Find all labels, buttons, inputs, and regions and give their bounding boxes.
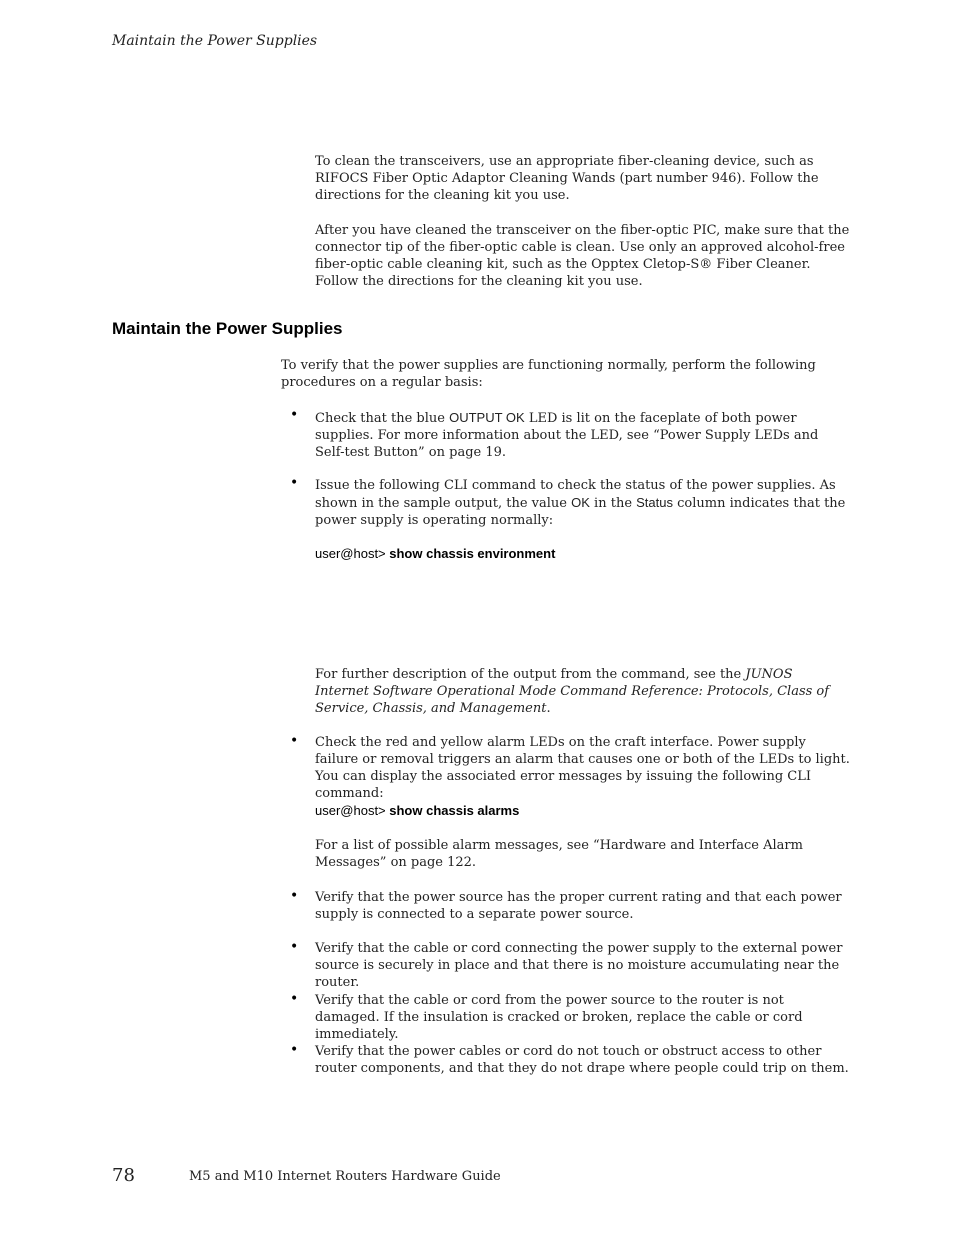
bullet-text: Check that the blue: [315, 411, 450, 426]
book-title: M5 and M10 Internet Routers Hardware Guide: [189, 1169, 501, 1184]
cli-command-environment: [315, 546, 555, 561]
bullet-marker: •: [290, 475, 299, 491]
cli-command: show chassis alarms: [389, 803, 520, 818]
reference-title: JUNOS Internet Software Operational Mode Command Reference: Protocols, Class of Service, Chassis, and Management: [315, 667, 830, 716]
page-number: 78: [112, 1165, 135, 1186]
bullet-marker: •: [290, 888, 299, 904]
bullet-text: column indicates that the power supply is operating normally:: [315, 496, 846, 528]
alarm-messages-note: For a list of possible alarm messages, see “Hardware and Interface Alarm Messages” on page 122.: [315, 838, 803, 870]
further-text: For further description of the output from the command, see the: [315, 667, 746, 682]
paragraph-after-cleaned: After you have cleaned the transceiver on the fiber-optic PIC, make sure that the connector tip of the fiber-optic cable is clean. Use only an approved alcohol-free fiber-optic cable cleaning kit, such as the Opptex Cletop-S® Fiber Cleaner. Follow the directions for the cleaning kit you use.: [315, 223, 850, 289]
bullet-item-cli-status: [315, 477, 850, 529]
bullet-marker: •: [290, 1042, 299, 1058]
further-description: [315, 666, 850, 717]
bullet-item-output-ok: [315, 409, 850, 461]
section-heading: Maintain the Power Supplies: [112, 319, 343, 338]
cli-prompt: user@host>: [315, 546, 390, 561]
bullet-text: LED is lit on the faceplate of both power supplies. For more information about the LED, see “Power Supply LEDs and Self-test Button” on page 19.: [315, 411, 819, 460]
bullet-item-cable-obstruct: Verify that the power cables or cord do not touch or obstruct access to other router components, and that they do not drape where people could trip on them.: [315, 1044, 849, 1076]
bullet-marker: •: [290, 407, 299, 423]
bullet-item-cable-secure: Verify that the cable or cord connecting the power supply to the external power source is securely in place and that there is no moisture accumulating near the router.: [315, 941, 843, 990]
bullet-item-cable-damage: Verify that the cable or cord from the power source to the router is not damaged. If the insulation is cracked or broken, replace the cable or cord immediately.: [315, 993, 803, 1042]
cli-prompt: user@host>: [315, 803, 390, 818]
bullet-item-current-rating: Verify that the power source has the proper current rating and that each power supply is connected to a separate power source.: [315, 890, 842, 922]
bullet-text: Issue the following CLI command to check the status of the power supplies. As shown in the sample output, the value: [315, 478, 836, 511]
bullet-item-alarm-leds: Check the red and yellow alarm LEDs on the craft interface. Power supply failure or removal triggers an alarm that causes one or both of the LEDs to light. You can display the associated error messages by issuing the following CLI command:: [315, 735, 850, 801]
bullet-marker: •: [290, 939, 299, 955]
led-name: OUTPUT OK: [449, 410, 525, 425]
paragraph-clean-transceivers: To clean the transceivers, use an appropriate fiber-cleaning device, such as RIFOCS Fiber Optic Adaptor Cleaning Wands (part number 946). Follow the directions for the cleaning kit you use.: [315, 154, 819, 203]
cli-command: show chassis environment: [389, 546, 556, 561]
bullet-text: in the: [589, 496, 637, 511]
value-ok: OK: [571, 495, 590, 510]
running-header: Maintain the Power Supplies: [112, 33, 318, 49]
column-status: Status: [636, 495, 673, 510]
bullet-marker: •: [290, 991, 299, 1007]
further-text: .: [546, 701, 551, 716]
cli-command-alarms: [315, 803, 519, 818]
section-intro: To verify that the power supplies are functioning normally, perform the following procedures on a regular basis:: [281, 358, 816, 390]
bullet-marker: •: [290, 733, 299, 749]
